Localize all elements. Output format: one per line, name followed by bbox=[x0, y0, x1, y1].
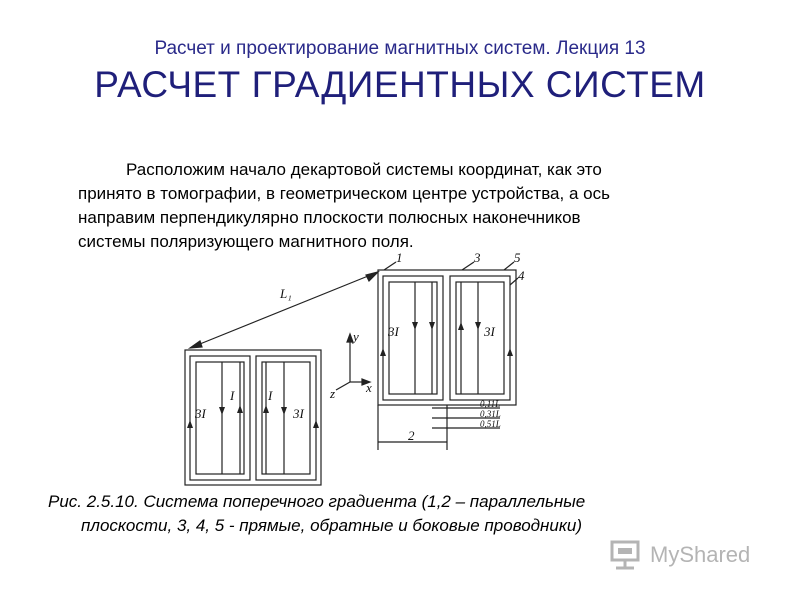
axis-y-label: y bbox=[353, 329, 359, 344]
leader-1 bbox=[384, 262, 396, 270]
dim-label: 0,11L bbox=[480, 399, 501, 409]
current-label: 3I bbox=[484, 324, 495, 339]
arrowhead bbox=[366, 272, 378, 281]
leader-5 bbox=[504, 262, 514, 270]
label-num-4: 4 bbox=[518, 268, 525, 283]
label-num-5: 5 bbox=[514, 250, 521, 265]
coil-right-outer bbox=[256, 356, 316, 480]
leader-3 bbox=[462, 262, 474, 270]
figure-caption bbox=[48, 490, 748, 538]
lecture-subtitle: Расчет и проектирование магнитных систем. Лекция 13 bbox=[154, 38, 646, 59]
caption-line: плоскости, 3, 4, 5 - прямые, обратные и боковые проводники) bbox=[81, 516, 583, 535]
current-label: 3I bbox=[195, 406, 206, 421]
current-label: I bbox=[230, 388, 235, 403]
axis-x-label: x bbox=[366, 380, 372, 395]
current-label: 3I bbox=[388, 324, 399, 339]
coil-back-right-outer bbox=[450, 276, 510, 400]
body-line: системы поляризующего магнитного поля. bbox=[78, 232, 414, 251]
current-label: I bbox=[268, 388, 273, 403]
watermark-text: MyShared bbox=[650, 542, 751, 567]
label-l1: L₁ bbox=[280, 286, 292, 301]
label-num-1: 1 bbox=[396, 250, 403, 265]
body-line: принято в томографии, в геометрическом центре устройства, а ось bbox=[78, 184, 610, 203]
current-label: 3I bbox=[293, 406, 304, 421]
axis-z-line bbox=[336, 382, 350, 390]
label-num-3: 3 bbox=[474, 250, 481, 265]
dim-label: 2 bbox=[408, 428, 415, 443]
dim-label: 0,51L bbox=[480, 419, 501, 429]
body-line: Расположим начало декартовой системы координат, как это bbox=[126, 160, 602, 179]
coil-back-right-inner bbox=[456, 282, 504, 394]
page-title: РАСЧЕТ ГРАДИЕНТНЫХ СИСТЕМ bbox=[94, 64, 706, 105]
dim-label: 0,31L bbox=[480, 409, 501, 419]
watermark-logo bbox=[606, 538, 776, 572]
axis-z-label: z bbox=[330, 386, 336, 401]
arrowhead bbox=[190, 341, 202, 348]
presentation-icon bbox=[606, 538, 646, 572]
caption-line: Рис. 2.5.10. Система поперечного градиента (1,2 – параллельные bbox=[48, 492, 586, 511]
body-line: направим перпендикулярно плоскости полюсных наконечников bbox=[78, 208, 581, 227]
leader-4 bbox=[510, 278, 518, 285]
